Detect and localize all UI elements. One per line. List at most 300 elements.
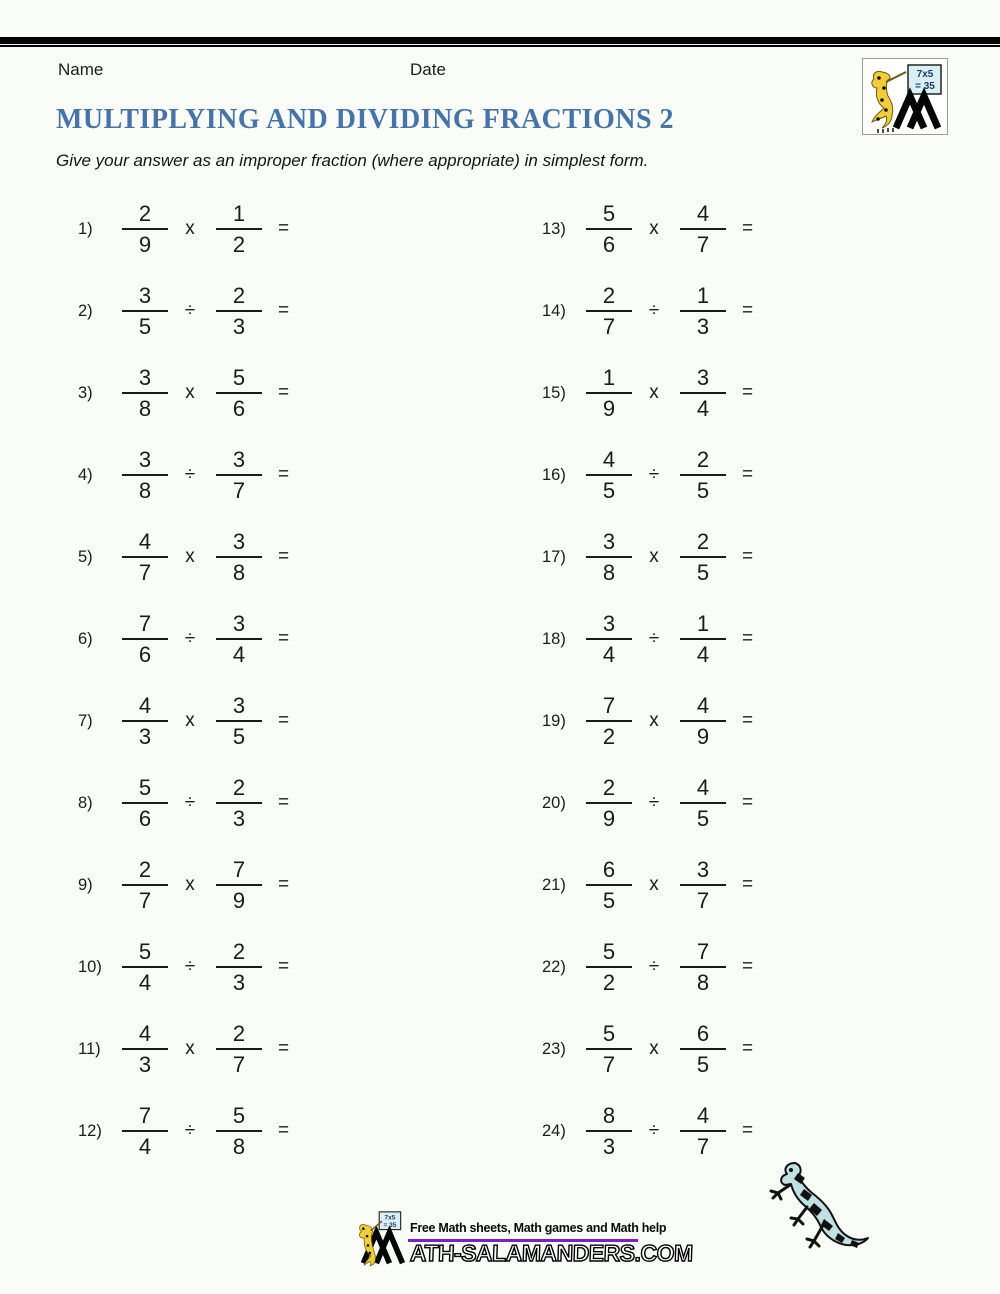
operator: x (649, 546, 659, 567)
fraction-bar (680, 802, 726, 804)
fraction-bar (122, 720, 168, 722)
fraction-a (122, 448, 168, 503)
denominator: 2 (602, 969, 616, 995)
fraction-a (122, 776, 168, 831)
denominator: 5 (696, 805, 710, 831)
fraction-bar (680, 884, 726, 886)
problem-number: 18) (542, 629, 566, 648)
numerator: 1 (232, 200, 246, 226)
numerator: 2 (138, 200, 152, 226)
problem-21 (542, 844, 753, 926)
operator: x (649, 1038, 659, 1059)
denominator: 8 (602, 559, 616, 585)
operator: ÷ (184, 300, 196, 321)
numerator: 3 (138, 364, 152, 390)
operator: ÷ (184, 956, 196, 977)
denominator: 4 (602, 641, 616, 667)
problem-24 (542, 1090, 753, 1172)
numerator: 3 (602, 610, 616, 636)
problem-number: 3) (78, 383, 93, 402)
problem-20 (542, 762, 753, 844)
numerator: 8 (602, 1102, 616, 1128)
fraction-b (216, 776, 262, 831)
fraction-bar (122, 392, 168, 394)
numerator: 3 (138, 446, 152, 472)
fraction-bar (680, 556, 726, 558)
fraction-b (216, 448, 262, 503)
date-field-label: Date (410, 60, 446, 79)
problem-19 (542, 680, 753, 762)
numerator: 5 (138, 774, 152, 800)
problem-number: 17) (542, 547, 566, 566)
numerator: 4 (696, 774, 710, 800)
problem-number: 9) (78, 875, 93, 894)
numerator: 2 (696, 528, 710, 554)
numerator: 5 (602, 200, 616, 226)
fraction-bar (586, 474, 632, 476)
fraction-a (122, 1022, 168, 1077)
instructions-text: Give your answer as an improper fraction (where appropriate) in simplest form. (56, 151, 649, 170)
problem-6 (78, 598, 289, 680)
numerator: 7 (696, 938, 710, 964)
numerator: 3 (232, 610, 246, 636)
fraction-a (586, 1104, 632, 1159)
fraction-bar (216, 720, 262, 722)
problems-column-left (78, 188, 289, 1172)
numerator: 4 (696, 200, 710, 226)
fraction-bar (216, 638, 262, 640)
operator: x (185, 710, 195, 731)
problem-number: 4) (78, 465, 93, 484)
equals-sign: = (278, 1038, 290, 1059)
fraction-b (216, 1022, 262, 1077)
numerator: 2 (232, 1020, 246, 1046)
fraction-bar (122, 884, 168, 886)
problem-number: 7) (78, 711, 93, 730)
denominator: 3 (696, 313, 710, 339)
problem-1 (78, 188, 289, 270)
fraction-b (216, 694, 262, 749)
denominator: 7 (138, 887, 152, 913)
denominator: 7 (232, 1051, 246, 1077)
numerator: 3 (696, 364, 710, 390)
problem-number: 11) (78, 1039, 101, 1058)
numerator: 5 (602, 1020, 616, 1046)
fraction-a (586, 776, 632, 831)
denominator: 7 (696, 231, 710, 257)
problem-number: 21) (542, 875, 566, 894)
denominator: 7 (138, 559, 152, 585)
fraction-b (680, 1104, 726, 1159)
operator: ÷ (648, 628, 660, 649)
numerator: 5 (602, 938, 616, 964)
fraction-bar (122, 966, 168, 968)
fraction-a (122, 202, 168, 257)
fraction-bar (680, 966, 726, 968)
fraction-bar (680, 1048, 726, 1050)
numerator: 6 (696, 1020, 710, 1046)
operator: ÷ (184, 1120, 196, 1141)
denominator: 7 (696, 887, 710, 913)
equals-sign: = (742, 874, 754, 895)
fraction-bar (216, 884, 262, 886)
denominator: 4 (696, 395, 710, 421)
problem-15 (542, 352, 753, 434)
fraction-b (680, 530, 726, 585)
denominator: 8 (138, 477, 152, 503)
numerator: 2 (232, 938, 246, 964)
fraction-b (680, 694, 726, 749)
problem-12 (78, 1090, 289, 1172)
numerator: 6 (602, 856, 616, 882)
denominator: 3 (602, 1133, 616, 1159)
operator: ÷ (648, 1120, 660, 1141)
denominator: 3 (232, 805, 246, 831)
equals-sign: = (742, 382, 754, 403)
fraction-bar (680, 310, 726, 312)
numerator: 3 (232, 692, 246, 718)
operator: x (649, 218, 659, 239)
denominator: 4 (696, 641, 710, 667)
numerator: 3 (232, 528, 246, 554)
operator: ÷ (648, 792, 660, 813)
numerator: 4 (138, 692, 152, 718)
problem-number: 24) (542, 1121, 566, 1140)
fraction-bar (586, 1130, 632, 1132)
problem-number: 13) (542, 219, 566, 238)
fraction-bar (586, 638, 632, 640)
fraction-b (680, 1022, 726, 1077)
fraction-a (122, 1104, 168, 1159)
fraction-b (680, 776, 726, 831)
problem-number: 10) (78, 957, 102, 976)
problem-17 (542, 516, 753, 598)
fraction-bar (216, 310, 262, 312)
operator: x (185, 1038, 195, 1059)
problem-5 (78, 516, 289, 598)
denominator: 5 (696, 477, 710, 503)
problem-number: 2) (78, 301, 93, 320)
top-divider (0, 37, 1000, 47)
problem-7 (78, 680, 289, 762)
denominator: 9 (232, 887, 246, 913)
footer-tagline: Free Math sheets, Math games and Math help (410, 1221, 667, 1235)
numerator: 3 (232, 446, 246, 472)
fraction-b (680, 366, 726, 421)
numerator: 1 (696, 282, 710, 308)
denominator: 3 (232, 969, 246, 995)
fraction-bar (586, 720, 632, 722)
fraction-bar (586, 310, 632, 312)
fraction-bar (680, 720, 726, 722)
denominator: 2 (232, 231, 246, 257)
denominator: 6 (138, 641, 152, 667)
problem-number: 14) (542, 301, 566, 320)
problem-4 (78, 434, 289, 516)
denominator: 3 (232, 313, 246, 339)
fraction-bar (216, 966, 262, 968)
fraction-b (216, 858, 262, 913)
numerator: 5 (232, 364, 246, 390)
footer-salamander-logo-icon (354, 1208, 410, 1268)
fraction-bar (680, 1130, 726, 1132)
fraction-b (216, 202, 262, 257)
problem-number: 19) (542, 711, 566, 730)
numerator: 7 (232, 856, 246, 882)
fraction-a (122, 858, 168, 913)
equals-sign: = (278, 300, 290, 321)
numerator: 2 (138, 856, 152, 882)
fraction-bar (586, 802, 632, 804)
fraction-bar (122, 802, 168, 804)
denominator: 7 (232, 477, 246, 503)
fraction-bar (122, 228, 168, 230)
problem-14 (542, 270, 753, 352)
numerator: 3 (602, 528, 616, 554)
problem-number: 12) (78, 1121, 102, 1140)
numerator: 7 (138, 610, 152, 636)
numerator: 2 (232, 282, 246, 308)
operator: x (649, 710, 659, 731)
problem-9 (78, 844, 289, 926)
problem-11 (78, 1008, 289, 1090)
equals-sign: = (742, 956, 754, 977)
fraction-a (586, 366, 632, 421)
fraction-bar (586, 392, 632, 394)
denominator: 3 (138, 1051, 152, 1077)
denominator: 8 (232, 559, 246, 585)
equals-sign: = (278, 956, 290, 977)
operator: ÷ (648, 956, 660, 977)
operator: x (185, 218, 195, 239)
svg-text:= 35: = 35 (915, 81, 935, 92)
problem-22 (542, 926, 753, 1008)
denominator: 6 (138, 805, 152, 831)
numerator: 4 (696, 1102, 710, 1128)
denominator: 4 (232, 641, 246, 667)
denominator: 6 (602, 231, 616, 257)
numerator: 4 (138, 528, 152, 554)
footer-site-name: ATH-SALAMANDERS.COM (409, 1240, 694, 1266)
fraction-bar (216, 556, 262, 558)
denominator: 3 (138, 723, 152, 749)
denominator: 4 (138, 1133, 152, 1159)
numerator: 3 (138, 282, 152, 308)
fraction-bar (216, 228, 262, 230)
equals-sign: = (278, 218, 290, 239)
equals-sign: = (278, 546, 290, 567)
problem-number: 8) (78, 793, 93, 812)
denominator: 8 (696, 969, 710, 995)
fraction-a (586, 858, 632, 913)
equals-sign: = (278, 628, 290, 649)
fraction-bar (216, 474, 262, 476)
equals-sign: = (742, 1038, 754, 1059)
denominator: 6 (232, 395, 246, 421)
fraction-bar (680, 392, 726, 394)
fraction-b (216, 940, 262, 995)
name-field-label: Name (58, 60, 104, 79)
fraction-bar (122, 638, 168, 640)
operator: ÷ (648, 300, 660, 321)
operator: x (649, 382, 659, 403)
equals-sign: = (742, 710, 754, 731)
problem-number: 6) (78, 629, 93, 648)
equals-sign: = (742, 300, 754, 321)
denominator: 5 (602, 887, 616, 913)
problem-16 (542, 434, 753, 516)
page-title: MULTIPLYING AND DIVIDING FRACTIONS 2 (56, 104, 675, 135)
fraction-bar (216, 1130, 262, 1132)
fraction-b (216, 530, 262, 585)
denominator: 7 (602, 313, 616, 339)
denominator: 9 (602, 805, 616, 831)
fraction-a (586, 530, 632, 585)
problem-18 (542, 598, 753, 680)
fraction-b (680, 448, 726, 503)
fraction-bar (586, 966, 632, 968)
equals-sign: = (742, 628, 754, 649)
problem-23 (542, 1008, 753, 1090)
denominator: 7 (696, 1133, 710, 1159)
denominator: 5 (602, 477, 616, 503)
fraction-b (680, 940, 726, 995)
fraction-bar (680, 474, 726, 476)
numerator: 7 (602, 692, 616, 718)
fraction-bar (122, 474, 168, 476)
operator: x (185, 382, 195, 403)
numerator: 3 (696, 856, 710, 882)
numerator: 5 (232, 1102, 246, 1128)
problems-column-right (542, 188, 753, 1172)
svg-text:7x5: 7x5 (384, 1214, 396, 1222)
fraction-b (680, 284, 726, 339)
problem-number: 20) (542, 793, 566, 812)
svg-text:= 35: = 35 (383, 1221, 397, 1229)
problem-number: 22) (542, 957, 566, 976)
numerator: 4 (138, 1020, 152, 1046)
numerator: 4 (602, 446, 616, 472)
operator: x (185, 546, 195, 567)
fraction-b (216, 366, 262, 421)
problem-8 (78, 762, 289, 844)
equals-sign: = (278, 1120, 290, 1141)
numerator: 4 (696, 692, 710, 718)
fraction-b (680, 858, 726, 913)
fraction-a (122, 612, 168, 667)
numerator: 2 (696, 446, 710, 472)
problem-number: 23) (542, 1039, 566, 1058)
denominator: 2 (602, 723, 616, 749)
fraction-a (122, 694, 168, 749)
problem-number: 5) (78, 547, 93, 566)
numerator: 5 (138, 938, 152, 964)
operator: ÷ (184, 792, 196, 813)
problem-number: 16) (542, 465, 566, 484)
numerator: 2 (602, 774, 616, 800)
denominator: 5 (138, 313, 152, 339)
math-salamanders-logo-icon (862, 58, 948, 135)
fraction-b (680, 202, 726, 257)
fraction-bar (680, 638, 726, 640)
denominator: 5 (696, 559, 710, 585)
fraction-a (586, 284, 632, 339)
operator: x (649, 874, 659, 895)
fraction-bar (122, 310, 168, 312)
denominator: 5 (696, 1051, 710, 1077)
salamander-illustration (762, 1155, 872, 1260)
operator: ÷ (184, 628, 196, 649)
fraction-bar (122, 556, 168, 558)
fraction-bar (586, 228, 632, 230)
denominator: 4 (138, 969, 152, 995)
denominator: 8 (232, 1133, 246, 1159)
fraction-b (216, 1104, 262, 1159)
numerator: 2 (602, 282, 616, 308)
operator: ÷ (184, 464, 196, 485)
fraction-a (586, 448, 632, 503)
operator: ÷ (648, 464, 660, 485)
equals-sign: = (278, 792, 290, 813)
operator: x (185, 874, 195, 895)
denominator: 8 (138, 395, 152, 421)
fraction-b (216, 284, 262, 339)
svg-text:7x5: 7x5 (916, 69, 934, 80)
equals-sign: = (742, 792, 754, 813)
equals-sign: = (278, 464, 290, 485)
denominator: 5 (232, 723, 246, 749)
numerator: 1 (602, 364, 616, 390)
numerator: 2 (232, 774, 246, 800)
fraction-a (586, 1022, 632, 1077)
problem-13 (542, 188, 753, 270)
fraction-bar (216, 1048, 262, 1050)
denominator: 7 (602, 1051, 616, 1077)
fraction-bar (216, 392, 262, 394)
equals-sign: = (742, 546, 754, 567)
fraction-a (586, 612, 632, 667)
denominator: 9 (138, 231, 152, 257)
equals-sign: = (742, 218, 754, 239)
problem-10 (78, 926, 289, 1008)
fraction-bar (122, 1048, 168, 1050)
fraction-b (216, 612, 262, 667)
fraction-bar (216, 802, 262, 804)
problem-number: 15) (542, 383, 566, 402)
denominator: 9 (602, 395, 616, 421)
numerator: 1 (696, 610, 710, 636)
fraction-a (586, 940, 632, 995)
denominator: 9 (696, 723, 710, 749)
equals-sign: = (278, 874, 290, 895)
fraction-bar (122, 1130, 168, 1132)
fraction-a (122, 366, 168, 421)
equals-sign: = (742, 1120, 754, 1141)
fraction-a (122, 940, 168, 995)
fraction-a (586, 694, 632, 749)
problem-3 (78, 352, 289, 434)
fraction-a (122, 284, 168, 339)
fraction-bar (586, 884, 632, 886)
problem-2 (78, 270, 289, 352)
fraction-b (680, 612, 726, 667)
equals-sign: = (278, 382, 290, 403)
fraction-a (122, 530, 168, 585)
fraction-bar (586, 1048, 632, 1050)
equals-sign: = (742, 464, 754, 485)
numerator: 7 (138, 1102, 152, 1128)
fraction-bar (680, 228, 726, 230)
